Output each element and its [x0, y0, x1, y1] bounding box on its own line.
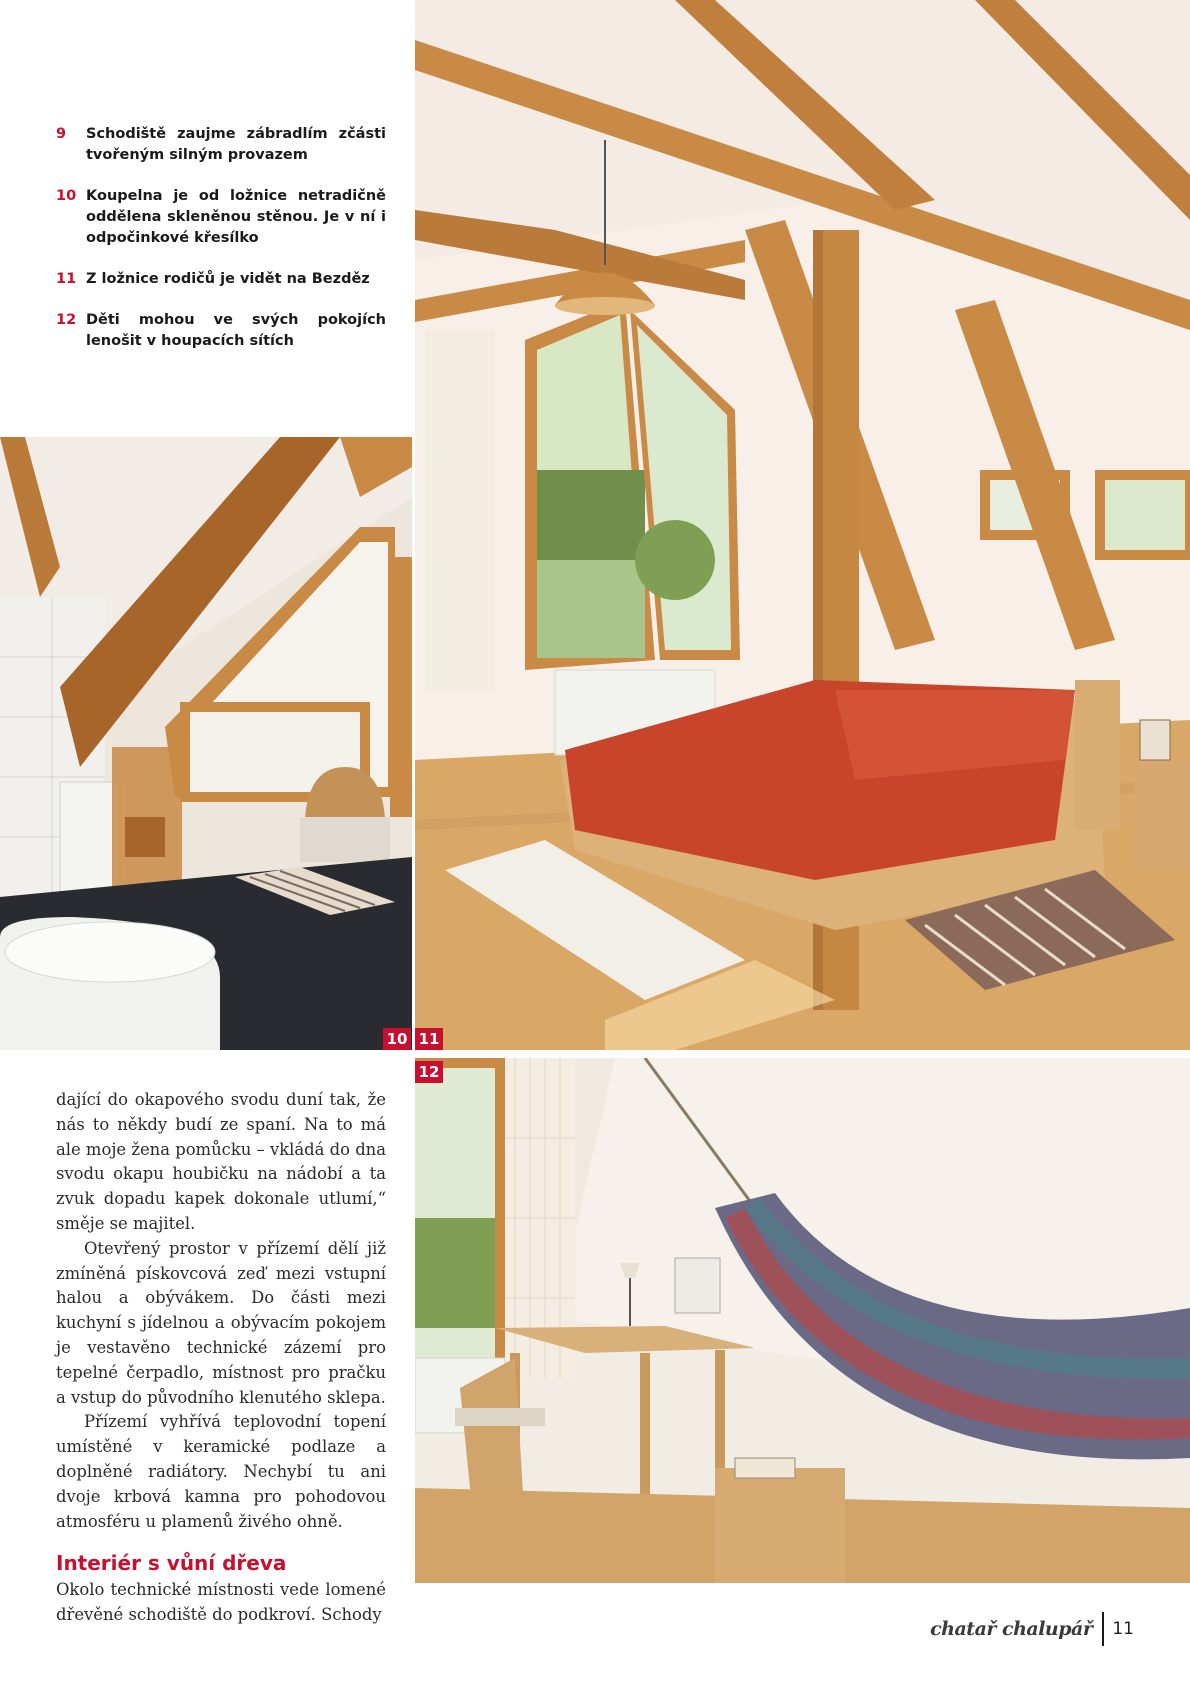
caption-9	[56, 124, 386, 166]
caption-text: Děti mohou ve svých pokojích lenošit v houpacích sítích	[86, 312, 386, 349]
section-heading: Interiér s vůní dřeva	[56, 1551, 287, 1576]
article-body	[56, 1088, 386, 1628]
paragraph: Okolo technické místnosti vede lomené dřevěné schodiště do podkroví. Schody	[56, 1580, 386, 1625]
caption-text: Schodiště zaujme zábradlím zčásti tvořeným silným provazem	[86, 126, 386, 163]
paragraph: Otevřený prostor v přízemí dělí již zmíněná pískovcová zeď mezi vstupní halou a obývákem. Do části mezi kuchyní s jídelnou a obývacím pokojem je vestavěno technické zázemí pro tepelné čerpadlo, místnost pro pračku a vstup do původního klenutého sklepa.	[56, 1238, 386, 1407]
photo-label-10: 10	[383, 1028, 411, 1050]
kids-room-illustration	[415, 1058, 1190, 1583]
caption-12	[56, 310, 386, 352]
caption-10	[56, 186, 386, 249]
caption-text: Z ložnice rodičů je vidět na Bezděz	[86, 271, 370, 287]
photo-captions	[56, 124, 386, 372]
kids-room-photo	[415, 1058, 1190, 1583]
photo-label-11: 11	[415, 1028, 443, 1050]
caption-number: 11	[56, 271, 77, 287]
caption-number: 9	[56, 126, 67, 142]
bathroom-photo	[0, 437, 412, 1050]
caption-number: 12	[56, 312, 77, 328]
bedroom-photo	[415, 0, 1190, 1050]
caption-number: 10	[56, 188, 77, 204]
caption-text: Koupelna je od ložnice netradičně oddělena skleněnou stěnou. Je v ní i odpočinkové křesílko	[86, 188, 386, 246]
bathroom-illustration	[0, 437, 412, 1050]
page-number: 11	[1112, 1619, 1134, 1639]
photo-label-12: 12	[415, 1061, 443, 1083]
caption-11	[56, 269, 386, 290]
magazine-logo: chatař chalupář	[930, 1618, 1093, 1640]
bedroom-illustration	[415, 0, 1190, 1050]
paragraph: dající do okapového svodu duní tak, že nás to někdy budí ze spaní. Na to má ale moje žena pomůcku – vkládá do dna svodu okapu houbičku na nádobí a ta zvuk dopadu kapek dokonale utlumí,“ směje se majitel.	[56, 1090, 387, 1233]
page-footer	[930, 1612, 1134, 1646]
footer-divider	[1102, 1612, 1104, 1646]
paragraph: Přízemí vyhřívá teplovodní topení umístěné v keramické podlaze a doplněné radiátory. Nechybí tu ani dvoje krbová kamna pro pohodovou atmosféru u plamenů živého ohně.	[56, 1412, 386, 1531]
